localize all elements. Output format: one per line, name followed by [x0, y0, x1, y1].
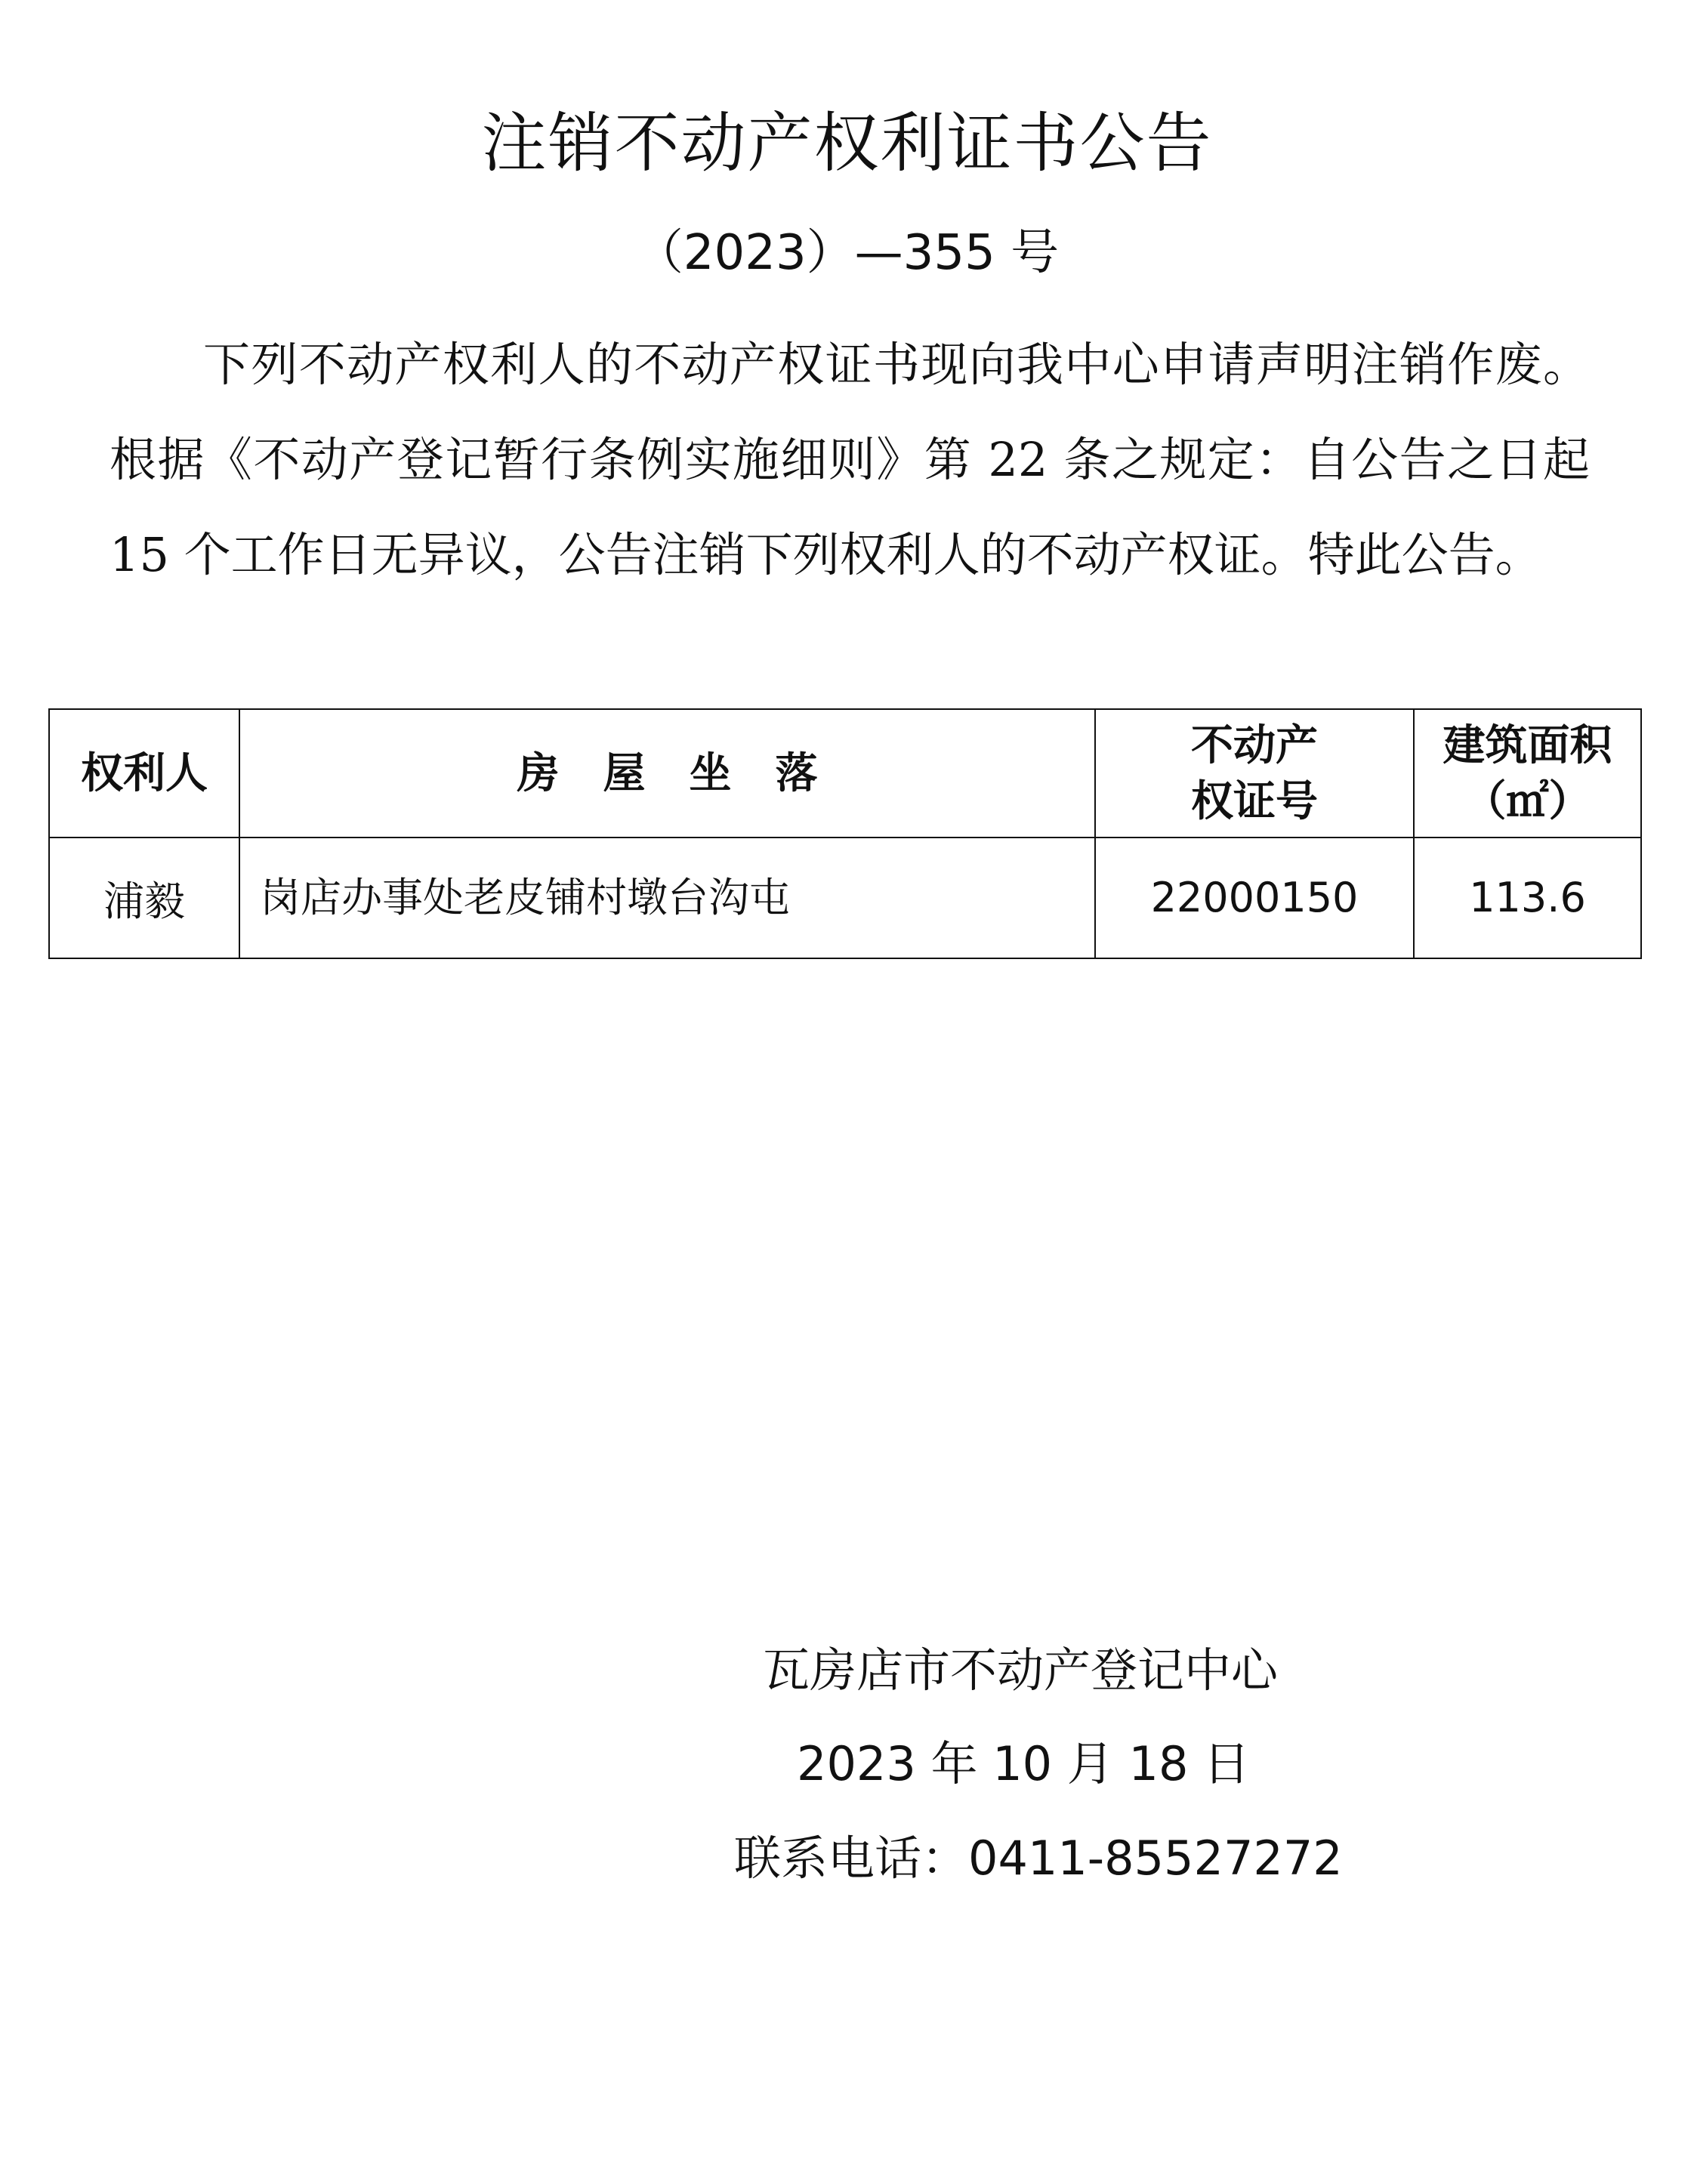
cell-owner: 浦毅: [49, 838, 239, 958]
header-cert-number: 不动产 权证号: [1095, 709, 1414, 838]
issuing-organization: 瓦房店市不动产登记中心: [763, 1643, 1279, 1698]
contact-phone: 联系电话：0411-85527272: [734, 1831, 1343, 1886]
header-area: 建筑面积 （㎡）: [1414, 709, 1641, 838]
notice-title: 注销不动产权利证书公告: [481, 106, 1213, 181]
issue-date: 2023 年 10 月 18 日: [797, 1736, 1251, 1791]
cell-cert-number: 22000150: [1095, 838, 1414, 958]
notice-body: 下列不动产权利人的不动产权证书现向我中心申请声明注销作废。根据《不动产登记暂行条例实施细则》第 22 条之规定：自公告之日起 15 个工作日无异议，公告注销下列权利人的不动产权证。特此公告。: [110, 337, 1590, 582]
document-number: （2023）—355 号: [634, 225, 1060, 281]
cell-location: 岗店办事处老皮铺村墩台沟屯: [239, 838, 1095, 958]
header-location: 房屋坐落: [239, 709, 1095, 838]
table-header-row: [49, 709, 1641, 838]
certificate-table: [48, 708, 1642, 959]
table-row: [49, 838, 1641, 958]
header-owner: 权利人: [49, 709, 239, 838]
cell-area: 113.6: [1414, 838, 1641, 958]
